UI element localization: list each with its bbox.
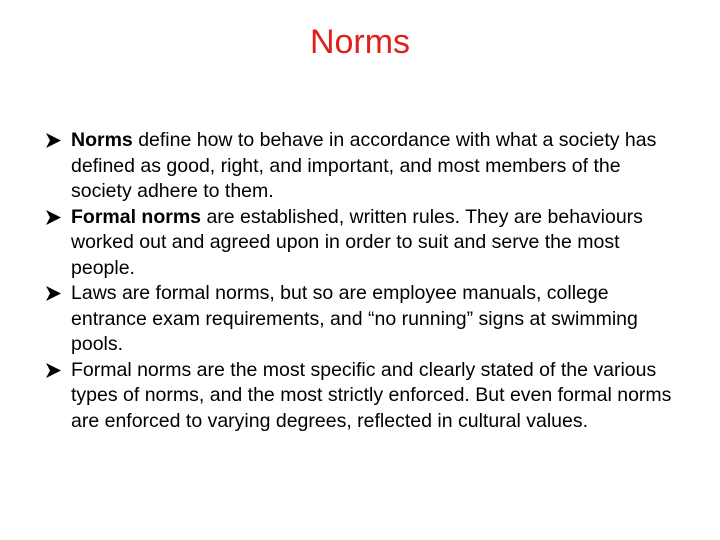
- bullet-item: [44, 358, 680, 435]
- bullet-bold-term: Norms: [71, 129, 133, 151]
- slide-title: Norms: [309, 23, 411, 61]
- bullet-body: Formal norms are the most specific and clearly stated of the various types of norms, and the most strictly enforced. But even formal norms are enforced to varying degrees, reflected in cultural values.: [71, 358, 672, 432]
- bullet-body: define how to behave in accordance with what a society has defined as good, right, and important, and most members of the society adhere to them.: [71, 129, 657, 202]
- bullet-text: [71, 359, 671, 432]
- arrow-bullet-icon: [44, 205, 64, 230]
- arrow-bullet-icon: [44, 128, 64, 153]
- arrow-bullet-icon: [44, 358, 64, 383]
- bullet-body: are established, written rules. They are behaviours worked out and agreed upon in order to suit and serve the most people.: [71, 205, 643, 279]
- arrow-bullet-icon: [44, 281, 64, 306]
- bullet-item: [44, 128, 680, 205]
- bullet-item: [44, 281, 680, 358]
- bullet-text: [71, 206, 643, 279]
- bullet-text: [71, 282, 638, 355]
- bullet-list: [44, 128, 680, 434]
- bullet-bold-term: Formal norms: [71, 205, 202, 228]
- bullet-body: Laws are formal norms, but so are employee manuals, college entrance exam requirements, and “no running” signs at swimming pools.: [71, 282, 638, 355]
- bullet-item: [44, 205, 680, 282]
- bullet-text: [71, 129, 656, 202]
